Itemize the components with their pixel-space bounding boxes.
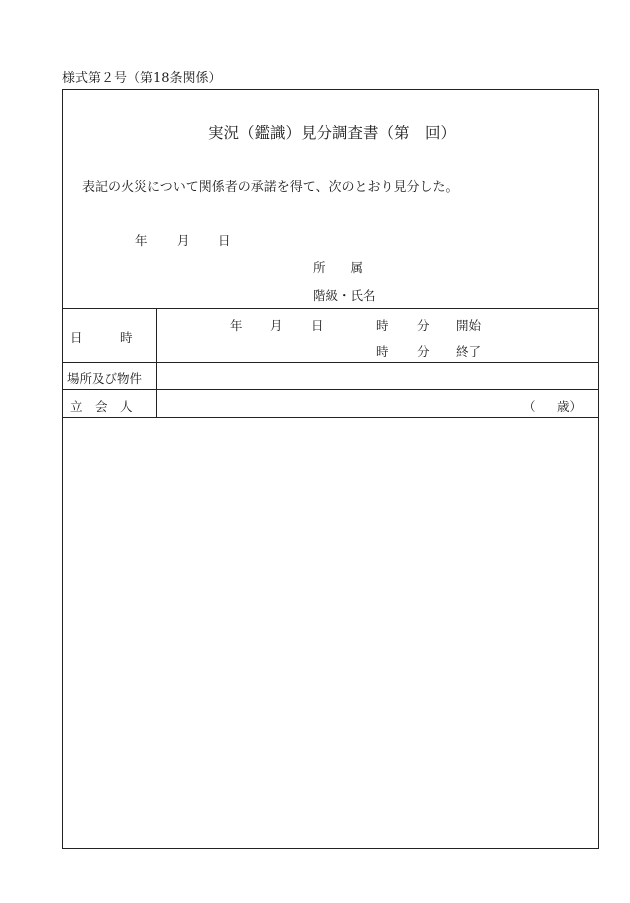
date-day-label: 日	[218, 233, 231, 248]
start-hour-label: 時	[376, 318, 389, 333]
affiliation-label: 所 属	[313, 260, 364, 275]
datetime-year: 年	[230, 318, 243, 333]
observation-area[interactable]	[63, 418, 598, 848]
date-year-label: 年	[135, 233, 148, 248]
end-hour-label: 時	[376, 344, 389, 359]
age-open-paren: （	[523, 399, 536, 414]
place-label: 場所及び物件	[67, 371, 143, 386]
document-title: 実況（鑑識）見分調査書（第 回）	[208, 124, 457, 142]
start-minute-label: 分	[417, 318, 430, 333]
rank-name-label: 階級・氏名	[313, 288, 376, 303]
datetime-label: 日 時	[70, 330, 133, 345]
witness-label: 立 会 人	[70, 399, 133, 414]
form-number: 様式第２号（第18条関係）	[62, 71, 222, 86]
start-label: 開始	[456, 318, 482, 333]
table-top-rule	[62, 308, 599, 309]
end-minute-label: 分	[417, 344, 430, 359]
end-label: 終了	[456, 344, 482, 359]
datetime-day: 日	[311, 318, 324, 333]
row-rule-2	[62, 389, 599, 390]
intro-text: 表記の火災について関係者の承諾を得て、次のとおり見分した。	[82, 180, 459, 195]
date-month-label: 月	[177, 233, 190, 248]
age-unit-label: 歳）	[557, 399, 583, 414]
row-rule-1	[62, 362, 599, 363]
datetime-month: 月	[270, 318, 283, 333]
column-divider	[156, 308, 157, 417]
